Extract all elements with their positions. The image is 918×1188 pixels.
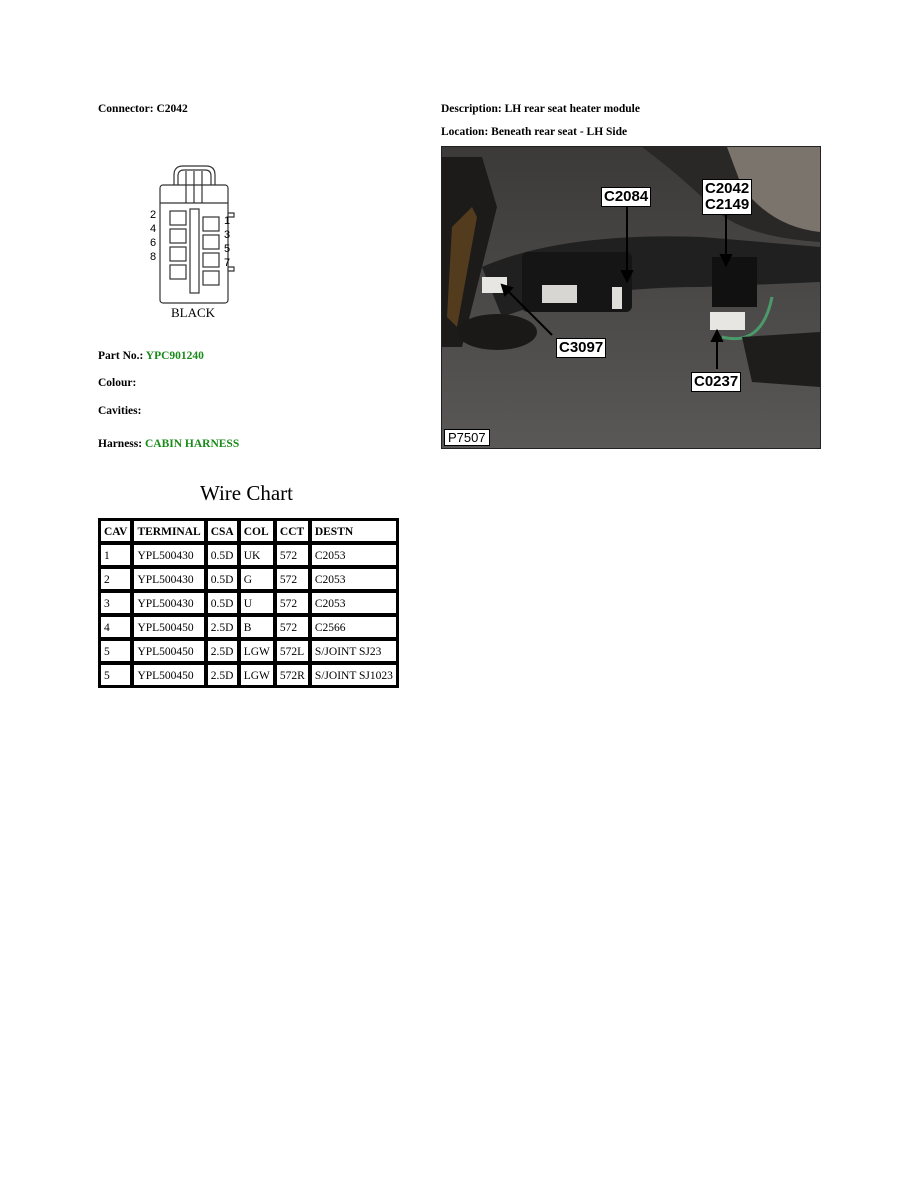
table-row: [100, 640, 397, 664]
part-no-value: YPC901240: [145, 350, 204, 362]
cell-destn: C2053: [311, 568, 397, 592]
table-row: [100, 544, 397, 568]
description-field: [441, 103, 640, 115]
header-col: COL: [240, 520, 276, 544]
wire-chart-table: [98, 518, 399, 688]
cell-destn: C2566: [311, 616, 397, 640]
pin-label-6: 6: [150, 237, 157, 249]
pin-label-7: 7: [224, 257, 231, 269]
cell-cav: 2: [100, 568, 133, 592]
cell-destn: S/JOINT SJ1023: [311, 664, 397, 686]
pin-label-2: 2: [150, 209, 157, 221]
cell-terminal: YPL500450: [133, 640, 206, 664]
cell-cav: 5: [100, 640, 133, 664]
table-row: [100, 664, 397, 686]
table-row: [100, 592, 397, 616]
cell-cct: 572: [276, 592, 311, 616]
cell-col: UK: [240, 544, 276, 568]
cell-col: LGW: [240, 664, 276, 686]
cell-col: G: [240, 568, 276, 592]
pin-label-3: 3: [224, 229, 231, 241]
cell-cav: 4: [100, 616, 133, 640]
pin-label-8: 8: [150, 251, 157, 263]
cell-terminal: YPL500430: [133, 544, 206, 568]
cell-csa: 2.5D: [207, 640, 240, 664]
cell-csa: 2.5D: [207, 616, 240, 640]
harness-field: [98, 438, 239, 450]
cell-csa: 0.5D: [207, 568, 240, 592]
colour-label: Colour:: [98, 377, 137, 389]
description-label: Description:: [441, 103, 502, 115]
header-csa: CSA: [207, 520, 240, 544]
connector-field: [98, 103, 188, 115]
cell-csa: 0.5D: [207, 544, 240, 568]
table-row: [100, 616, 397, 640]
photo-id-label: P7507: [444, 429, 490, 446]
callout-c2042-c2149: [702, 179, 752, 215]
connector-face-diagram: [138, 163, 248, 323]
callout-c2042: C2042: [705, 180, 750, 197]
pin-label-5: 5: [224, 243, 231, 255]
location-value: Beneath rear seat - LH Side: [491, 126, 628, 138]
cell-csa: 2.5D: [207, 664, 240, 686]
cell-cav: 3: [100, 592, 133, 616]
cell-cct: 572R: [276, 664, 311, 686]
cell-terminal: YPL500430: [133, 592, 206, 616]
cell-cct: 572L: [276, 640, 311, 664]
callout-c2149: C2149: [705, 196, 750, 213]
callout-c0237: C0237: [691, 372, 741, 392]
cell-cav: 5: [100, 664, 133, 686]
wire-chart-title: Wire Chart: [199, 481, 294, 505]
description-value: LH rear seat heater module: [504, 103, 640, 115]
connector-colour-caption: BLACK: [170, 305, 216, 320]
connector-label: Connector:: [98, 103, 154, 115]
cavities-field: [98, 405, 141, 417]
cell-terminal: YPL500450: [133, 616, 206, 640]
cell-col: LGW: [240, 640, 276, 664]
cavities-label: Cavities:: [98, 405, 142, 417]
cell-cct: 572: [276, 616, 311, 640]
cell-col: U: [240, 592, 276, 616]
part-no-label: Part No.:: [98, 350, 144, 362]
connector-value: C2042: [156, 103, 188, 115]
table-header-row: [100, 520, 397, 544]
cell-destn: S/JOINT SJ23: [311, 640, 397, 664]
callout-c2084: C2084: [601, 187, 651, 207]
cell-destn: C2053: [311, 544, 397, 568]
cell-destn: C2053: [311, 592, 397, 616]
harness-value: CABIN HARNESS: [144, 438, 240, 450]
header-destn: DESTN: [311, 520, 397, 544]
pin-label-1: 1: [224, 215, 231, 227]
location-label: Location:: [441, 126, 489, 138]
colour-field: [98, 377, 136, 389]
pin-label-4: 4: [150, 223, 157, 235]
callout-c3097: C3097: [556, 338, 606, 358]
header-cav: CAV: [100, 520, 133, 544]
cell-col: B: [240, 616, 276, 640]
cell-cav: 1: [100, 544, 133, 568]
harness-label: Harness:: [98, 438, 143, 450]
table-row: [100, 568, 397, 592]
header-terminal: TERMINAL: [133, 520, 206, 544]
location-photo: [441, 146, 821, 449]
cell-csa: 0.5D: [207, 592, 240, 616]
part-no-field: [98, 350, 204, 362]
header-cct: CCT: [276, 520, 311, 544]
cell-terminal: YPL500430: [133, 568, 206, 592]
cell-cct: 572: [276, 568, 311, 592]
location-field: [441, 126, 627, 138]
cell-terminal: YPL500450: [133, 664, 206, 686]
cell-cct: 572: [276, 544, 311, 568]
